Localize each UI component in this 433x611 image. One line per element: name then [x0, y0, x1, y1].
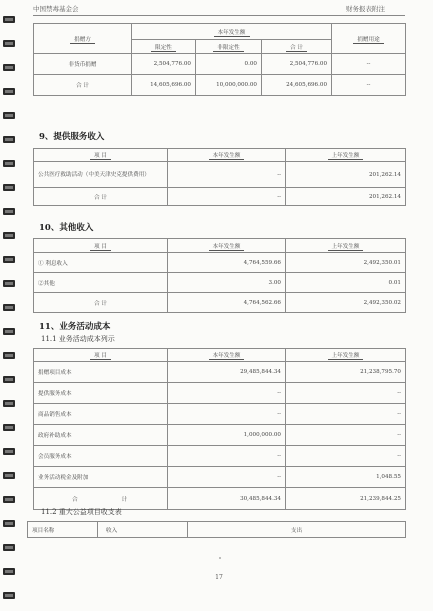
col-item: 项 目 — [34, 239, 168, 253]
binding-clip — [3, 256, 15, 263]
binding-clip — [3, 496, 15, 503]
col-prior: 上年发生额 — [286, 349, 406, 362]
row-label: 合 计 — [34, 188, 168, 206]
cell-current: 4,764,559.66 — [168, 253, 286, 273]
binding-clip — [3, 376, 15, 383]
service-income-table — [33, 148, 406, 206]
cell-current: -- — [168, 446, 286, 467]
binding-clip — [3, 400, 15, 407]
table-row — [34, 425, 406, 446]
cell-current: 4,764,562.66 — [168, 293, 286, 313]
binding-clip — [3, 448, 15, 455]
cell-current: 1,000,000.00 — [168, 425, 286, 446]
binding-clip — [3, 328, 15, 335]
cell-prior: 21,238,795.70 — [286, 362, 406, 383]
binding-clip — [3, 232, 15, 239]
cell-restricted: 2,504,776.00 — [132, 54, 196, 75]
cell-prior: 21,239,844.25 — [286, 488, 406, 510]
cell-current: -- — [168, 188, 286, 206]
cell-prior: -- — [286, 446, 406, 467]
other-income-table — [33, 238, 406, 313]
binding-clip — [3, 88, 15, 95]
binding-clip — [3, 304, 15, 311]
col-prior: 上年发生额 — [286, 149, 406, 162]
col-income: 收入 — [98, 522, 188, 538]
cell-current: -- — [168, 467, 286, 488]
binding-clip — [3, 40, 15, 47]
binding-clip — [3, 352, 15, 359]
col-current: 本年发生额 — [168, 149, 286, 162]
binding-clip — [3, 280, 15, 287]
binding-clip — [3, 568, 15, 575]
cell-prior: 2,492,350.02 — [286, 293, 406, 313]
major-projects-table — [27, 521, 406, 538]
row-label: 合 计 — [34, 488, 168, 510]
cell-restricted: 14,605,696.00 — [132, 75, 196, 96]
col-prior: 上年发生额 — [286, 239, 406, 253]
binding-strip — [0, 0, 16, 611]
table-row — [34, 54, 406, 75]
binding-clip — [3, 424, 15, 431]
table-row — [34, 404, 406, 425]
table-row — [34, 293, 406, 313]
table-row — [34, 75, 406, 96]
binding-clip — [3, 472, 15, 479]
cell-current: 30,485,844.34 — [168, 488, 286, 510]
table-row — [34, 253, 406, 273]
cell-prior: 201,262.14 — [286, 162, 406, 188]
section-11-1-title: 11.1 业务活动成本列示 — [41, 335, 115, 343]
cell-unrestricted: 0.00 — [196, 54, 262, 75]
col-note: 捐赠用途 — [332, 24, 406, 54]
row-label: 公共医疗救助活动（中美天津史克提供费用） — [34, 162, 168, 188]
row-label: ②其他 — [34, 273, 168, 293]
scan-speck — [219, 557, 221, 559]
cell-note: -- — [332, 75, 406, 96]
col-item: 项 目 — [34, 149, 168, 162]
cell-current: 29,485,844.34 — [168, 362, 286, 383]
cell-current: 3.00 — [168, 273, 286, 293]
row-label: 提供服务成本 — [34, 383, 168, 404]
cell-prior: -- — [286, 383, 406, 404]
sub-unrestricted: 非限定性 — [196, 40, 262, 54]
section-10-title: 10、其他收入 — [39, 223, 94, 233]
col-current: 本年发生额 — [168, 239, 286, 253]
row-label: ① 利息收入 — [34, 253, 168, 273]
col-current: 本年发生额 — [132, 24, 332, 40]
row-label: 非货币捐赠 — [34, 54, 132, 75]
section-9-title: 9、提供服务收入 — [39, 132, 105, 142]
row-label: 政府补助成本 — [34, 425, 168, 446]
binding-clip — [3, 520, 15, 527]
table-row — [34, 446, 406, 467]
col-item: 项 目 — [34, 349, 168, 362]
row-label: 合 计 — [34, 293, 168, 313]
table-row — [34, 467, 406, 488]
binding-clip — [3, 592, 15, 599]
row-label: 业务活动税金及附加 — [34, 467, 168, 488]
cell-current: -- — [168, 162, 286, 188]
cell-prior: -- — [286, 404, 406, 425]
sub-total: 合 计 — [262, 40, 332, 54]
cell-current: -- — [168, 383, 286, 404]
cell-prior: 2,492,350.01 — [286, 253, 406, 273]
binding-clip — [3, 208, 15, 215]
binding-clip — [3, 112, 15, 119]
cell-note: -- — [332, 54, 406, 75]
row-label: 会员服务成本 — [34, 446, 168, 467]
col-project: 项目名称 — [28, 522, 98, 538]
col-expense: 支出 — [188, 522, 406, 538]
col-current: 本年发生额 — [168, 349, 286, 362]
cell-unrestricted: 10,000,000.00 — [196, 75, 262, 96]
col-donor: 捐赠方 — [34, 24, 132, 54]
cell-prior: 0.01 — [286, 273, 406, 293]
cell-prior: -- — [286, 425, 406, 446]
cell-prior: 201,262.14 — [286, 188, 406, 206]
binding-clip — [3, 184, 15, 191]
table-row — [34, 362, 406, 383]
binding-clip — [3, 136, 15, 143]
header-org: 中国禁毒基金会 — [33, 5, 79, 13]
table-row — [34, 162, 406, 188]
table-row — [34, 273, 406, 293]
document-page — [33, 0, 405, 611]
cell-current: -- — [168, 404, 286, 425]
section-11-title: 11、业务活动成本 — [39, 322, 111, 332]
page-number: 17 — [215, 574, 223, 581]
activity-cost-table — [33, 348, 406, 510]
binding-clip — [3, 544, 15, 551]
row-label: 捐赠项目成本 — [34, 362, 168, 383]
row-label: 商品销售成本 — [34, 404, 168, 425]
binding-clip — [3, 160, 15, 167]
binding-clip — [3, 16, 15, 23]
donation-table — [33, 23, 406, 96]
sub-restricted: 限定性 — [132, 40, 196, 54]
row-label: 合 计 — [34, 75, 132, 96]
cell-total: 2,504,776.00 — [262, 54, 332, 75]
binding-clip — [3, 64, 15, 71]
cell-total: 24,605,696.00 — [262, 75, 332, 96]
header-title: 财务报表附注 — [346, 5, 385, 13]
table-row — [34, 188, 406, 206]
table-row — [34, 383, 406, 404]
header-rule — [33, 15, 405, 16]
section-11-2-title: 11.2 重大公益项目收支表 — [41, 508, 122, 516]
cell-prior: 1,048.55 — [286, 467, 406, 488]
